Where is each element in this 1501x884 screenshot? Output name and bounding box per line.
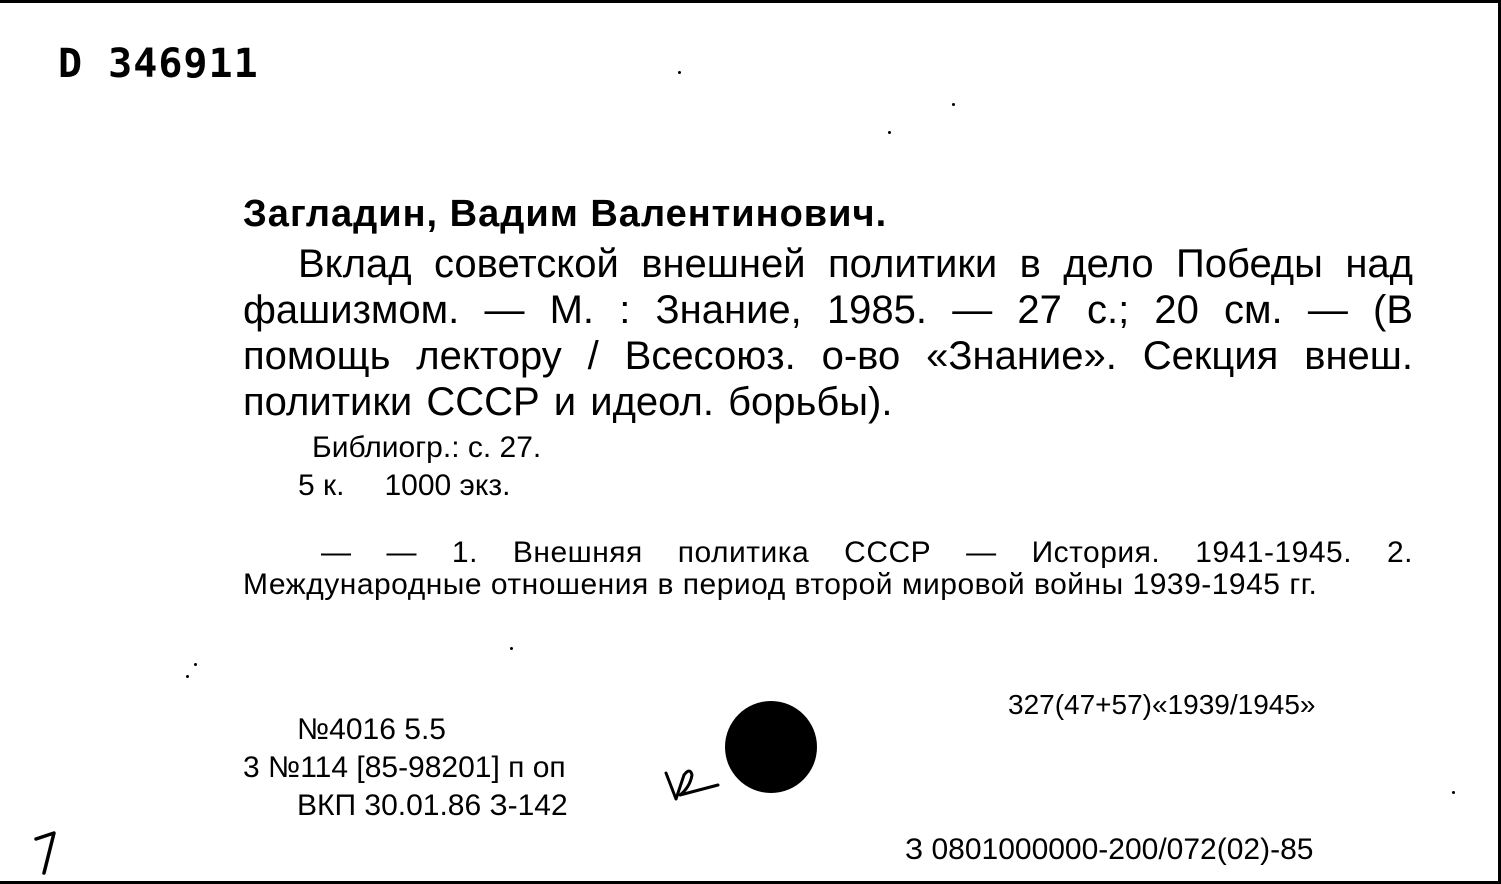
handwritten-mark-icon xyxy=(662,759,732,809)
speck xyxy=(952,103,955,106)
subjects-text: — — 1. Внешняя политика СССР — История. 1941-1945. 2. Международные отношения в период второй мировой войны 1939-1945 гг. xyxy=(243,536,1413,601)
order-number: №4016 5.5 xyxy=(297,713,446,746)
publisher-code: З 0801000000-200/072(02)-85 xyxy=(905,833,1314,866)
udc-classification: 327(47+57)«1939/1945» xyxy=(1008,689,1316,720)
print-run: 1000 экз. xyxy=(384,469,511,502)
price: 5 к. xyxy=(298,469,345,502)
speck xyxy=(194,663,197,666)
print-info: 3 №114 [85-98201] п оп xyxy=(243,751,566,784)
author-heading: Загладин, Вадим Валентинович. xyxy=(243,193,888,235)
speck xyxy=(888,131,891,134)
inventory-number: D 346911 xyxy=(58,41,259,87)
description-text: Вклад советской внешней политики в дело Победы над фашизмом. — М. : Знание, 1985. — 27 с.; 20 см. — (В помощь лектору / Всесоюз. о-во «Знание». Секция внеш. политики СССР и идеол. борьбы). xyxy=(243,242,1413,424)
handwritten-one-icon xyxy=(30,829,70,879)
vkp-line: ВКП 30.01.86 З-142 xyxy=(297,789,568,822)
price-line xyxy=(298,469,510,503)
subject-headings xyxy=(243,537,1413,601)
speck xyxy=(510,647,513,650)
speck xyxy=(186,675,189,678)
bibliography-note: Библиогр.: с. 27. xyxy=(312,431,542,464)
bibliographic-description xyxy=(243,241,1413,425)
speck xyxy=(678,71,681,74)
punch-hole xyxy=(725,701,817,793)
speck xyxy=(1452,791,1455,794)
